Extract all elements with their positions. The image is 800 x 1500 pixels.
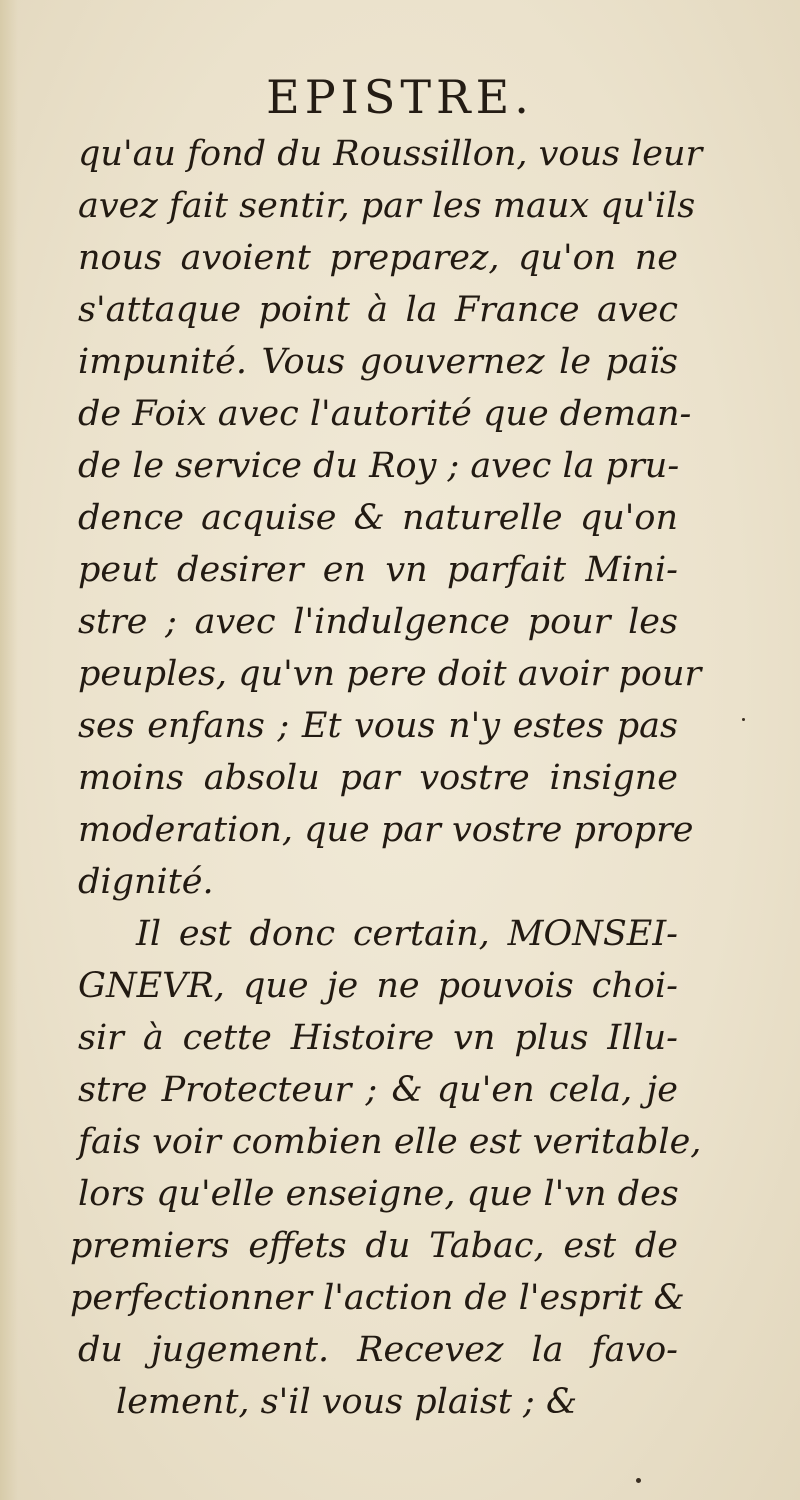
ink-speck [742,718,745,721]
text-line: nous avoient preparez, qu'on ne [78,238,678,278]
text-line: premiers effets du Tabac, est de [70,1226,678,1266]
text-line: stre Protecteur ; & qu'en cela, je [78,1070,678,1110]
text-line: ses enfans ; Et vous n'y estes pas [78,706,678,746]
text-line: impunité. Vous gouvernez le païs [78,342,678,382]
text-line: lement, s'il vous plaist ; & [116,1382,578,1422]
text-line: moderation, que par vostre propre [78,810,694,850]
text-line: sir à cette Histoire vn plus Illu- [78,1018,678,1058]
text-line: fais voir combien elle est veritable, [78,1122,702,1162]
body-text [70,128,703,1428]
text-line: GNEVR, que je ne pouvois choi- [78,966,678,1006]
text-line: dignité. [78,862,214,902]
text-line: dence acquise & naturelle qu'on [78,498,678,538]
text-line: qu'au fond du Roussillon, vous leur [78,134,703,174]
text-line: peut desirer en vn parfait Mini- [78,550,678,590]
text-line: peuples, qu'vn pere doit avoir pour [78,654,702,694]
text-line: de le service du Roy ; avec la pru- [78,446,680,486]
paragraph-first-line: Il est donc certain, MONSEI- [136,914,678,954]
text-line: moins absolu par vostre insigne [78,758,678,798]
ink-speck [636,1478,641,1483]
page-edge-shadow [0,0,18,1500]
text-line: de Foix avec l'autorité que deman- [78,394,692,434]
text-line: s'attaque point à la France avec [78,290,678,330]
page-heading: EPISTRE. [266,70,534,124]
text-line: perfectionner l'action de l'esprit & [70,1278,685,1318]
text-line: lors qu'elle enseigne, que l'vn des [78,1174,679,1214]
text-line: stre ; avec l'indulgence pour les [78,602,678,642]
text-line: du jugement. Recevez la favo- [78,1330,678,1370]
text-line: avez fait sentir, par les maux qu'ils [78,186,696,226]
